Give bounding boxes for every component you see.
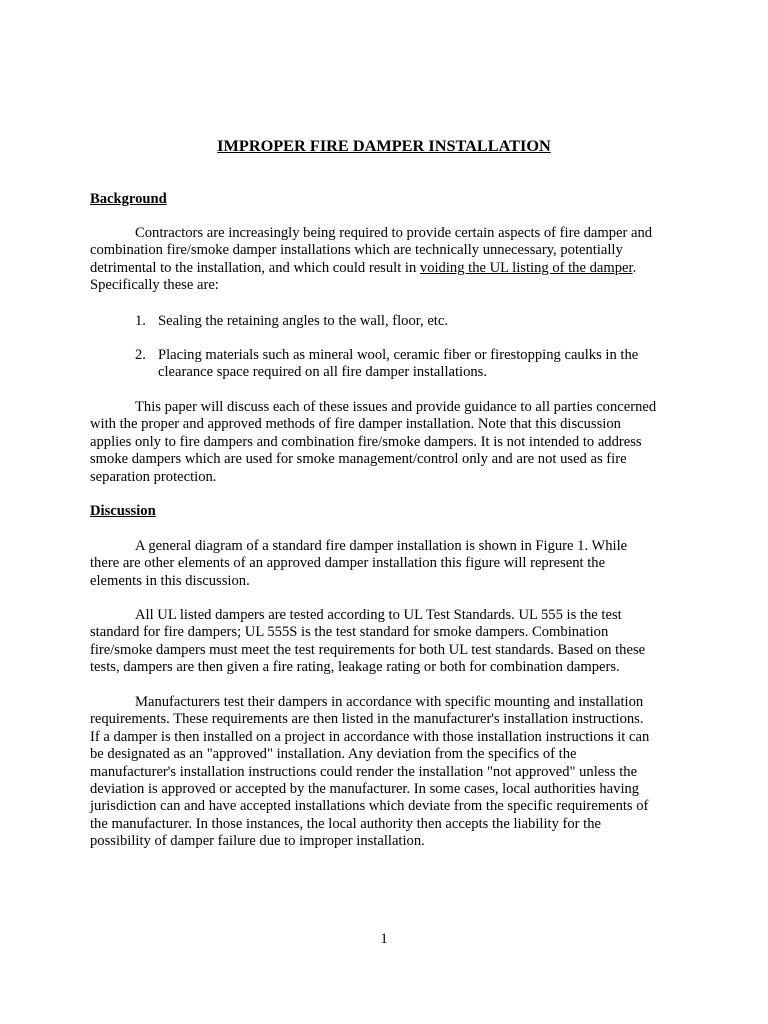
list-text: clearance space required on all fire damper installations.	[158, 364, 488, 381]
paragraph-text: .	[632, 259, 637, 276]
paragraph-line: possibility of damper failure due to improper installation.	[90, 833, 425, 850]
paragraph-line	[90, 260, 682, 277]
paragraph-line: manufacturer's installation instructions could render the installation "not approved" unless the	[90, 763, 638, 780]
paragraph-text: detrimental to the installation, and which could result in	[90, 259, 420, 276]
paragraph-line: tests, dampers are then given a fire rating, leakage rating or both for combination dampers.	[90, 659, 620, 676]
background-paragraph-2	[90, 399, 682, 486]
paragraph-line: This paper will discuss each of these issues and provide guidance to all parties concerned	[135, 399, 657, 415]
paragraph-line: requirements. These requirements are then listed in the manufacturer's installation instructions.	[90, 711, 644, 728]
discussion-paragraph-2	[90, 607, 682, 677]
ul-listing-emphasis: voiding the UL listing of the damper	[419, 259, 633, 276]
paragraph-line: elements in this discussion.	[90, 572, 250, 589]
paragraph-line: deviation is approved or accepted by the manufacturer. In some cases, local authorities having	[90, 781, 640, 798]
paragraph-line: applies only to fire dampers and combination fire/smoke dampers. It is not intended to address	[90, 433, 642, 450]
paragraph-line: A general diagram of a standard fire damper installation is shown in Figure 1. While	[135, 538, 628, 554]
section-heading-discussion: Discussion	[90, 503, 156, 519]
paragraph-line: Manufacturers test their dampers in accordance with specific mounting and installation	[135, 694, 644, 710]
document-title: IMPROPER FIRE DAMPER INSTALLATION	[217, 136, 551, 155]
paragraph-line: the manufacturer. In those instances, the local authority then accepts the liability for the	[90, 815, 602, 832]
list-number: 1.	[135, 313, 146, 329]
paragraph-line: with the proper and approved methods of fire damper installation. Note that this discussion	[90, 416, 621, 433]
paragraph-line: fire/smoke dampers must meet the test requirements for both UL test standards. Based on these	[90, 641, 646, 658]
list-number: 2.	[135, 347, 146, 363]
section-heading-background: Background	[90, 191, 167, 207]
list-text: Sealing the retaining angles to the wall, floor, etc.	[158, 313, 448, 329]
discussion-paragraph-1	[90, 538, 682, 590]
background-paragraph-1	[90, 225, 682, 295]
page-number: 1	[380, 931, 388, 947]
list-text: Placing materials such as mineral wool, ceramic fiber or firestopping caulks in the	[158, 347, 639, 363]
paragraph-line: be designated as an "approved" installation. Any deviation from the specifics of the	[90, 746, 577, 763]
paragraph-line: jurisdiction can and have accepted installations which deviate from the specific requirements of	[90, 798, 649, 815]
paragraph-line: Specifically these are:	[90, 277, 219, 294]
paragraph-line: combination fire/smoke damper installations which are technically unnecessary, potentially	[90, 242, 623, 259]
paragraph-line: Contractors are increasingly being required to provide certain aspects of fire damper and	[135, 225, 653, 241]
paragraph-line: separation protection.	[90, 468, 217, 485]
paragraph-line: smoke dampers which are used for smoke management/control only and are not used as fire	[90, 451, 627, 468]
paragraph-line: If a damper is then installed on a project in accordance with those installation instructions it can	[90, 728, 650, 745]
paragraph-line: All UL listed dampers are tested according to UL Test Standards. UL 555 is the test	[135, 607, 622, 623]
discussion-paragraph-3	[90, 694, 682, 851]
paragraph-line: there are other elements of an approved damper installation this figure will represent the	[90, 555, 606, 572]
paragraph-line: standard for fire dampers; UL 555S is the test standard for smoke dampers. Combination	[90, 624, 609, 641]
